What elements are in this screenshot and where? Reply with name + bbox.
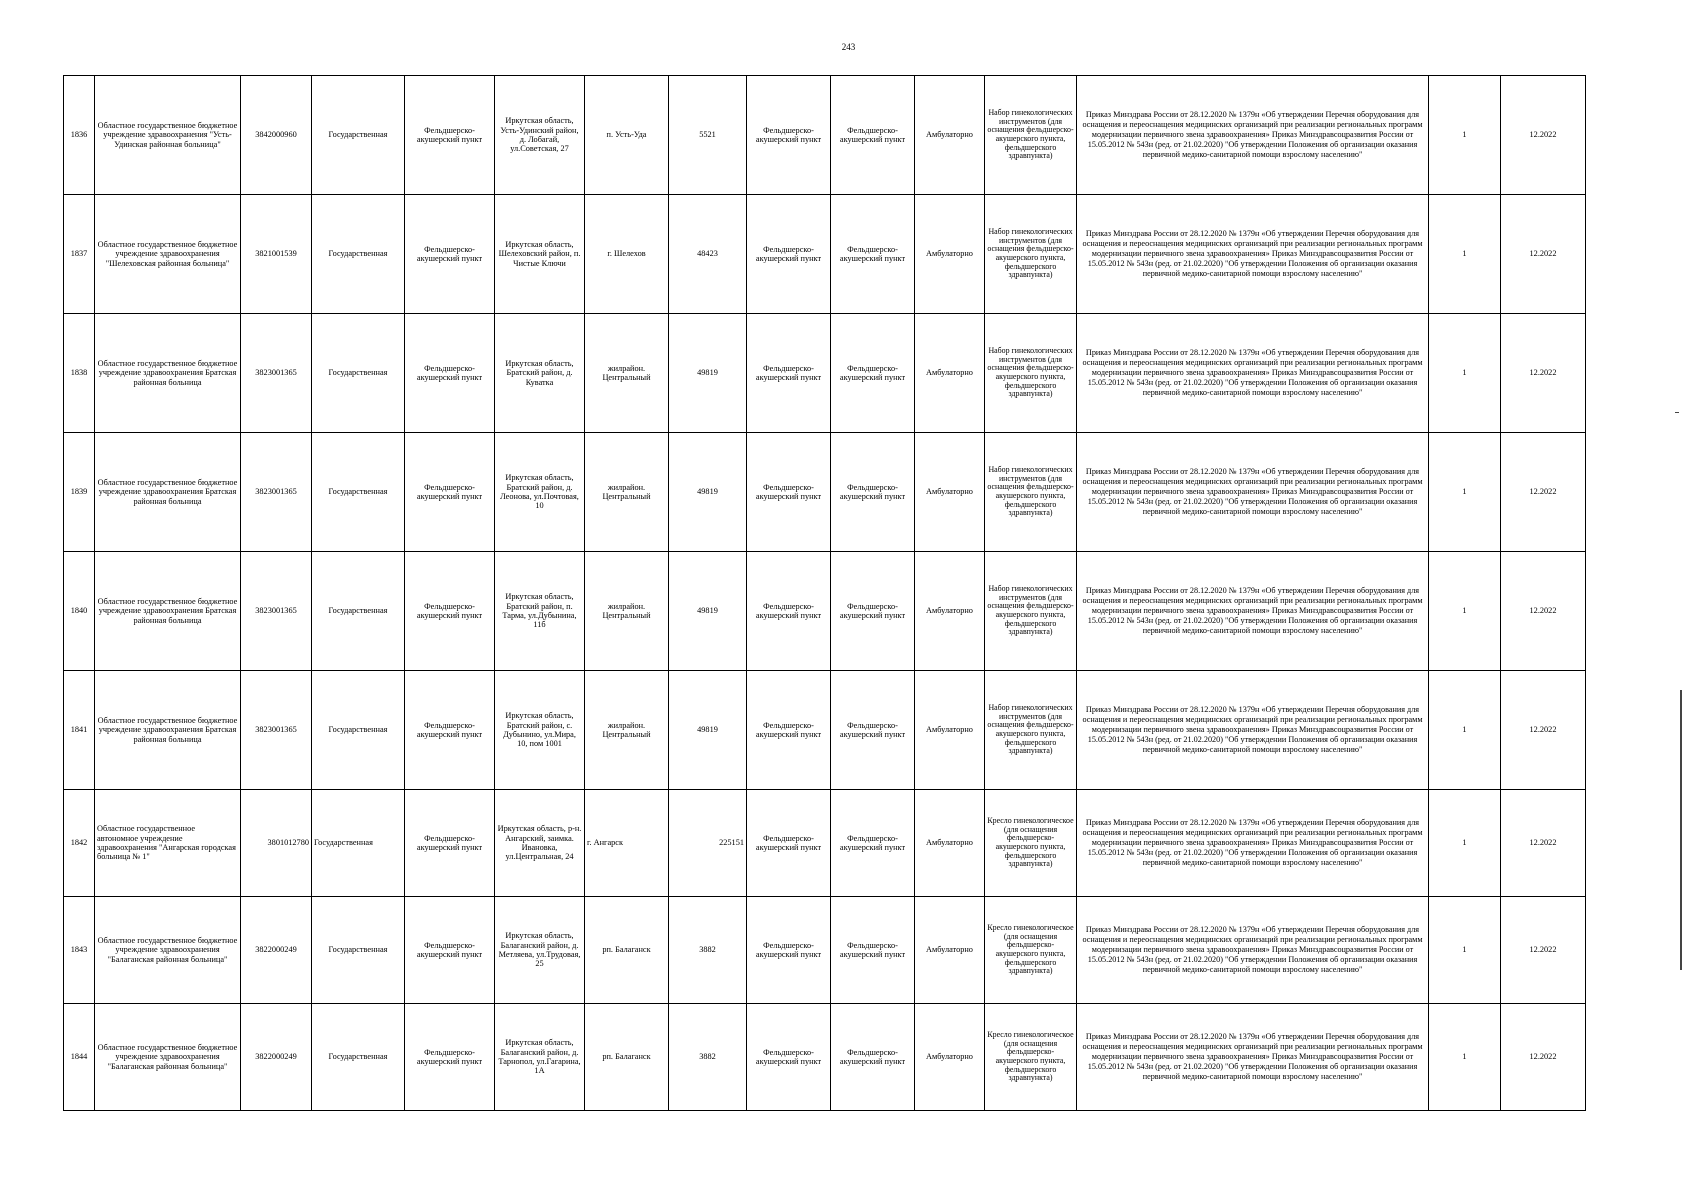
table-row <box>64 314 1586 433</box>
care-conditions-cell: Амбулаторно <box>915 1004 985 1111</box>
page-number: 243 <box>841 42 856 52</box>
organization-cell: Областное государственное бюджетное учреждение здравоохранения Братская районная больница <box>95 433 241 552</box>
population-cell: 48423 <box>669 195 747 314</box>
settlement-cell: рп. Балаганск <box>585 897 669 1004</box>
population-cell: 49819 <box>669 671 747 790</box>
care-conditions-cell: Амбулаторно <box>915 76 985 195</box>
unit-cell: Фельдшерско-акушерский пункт <box>747 1004 831 1111</box>
ownership-cell: Государственная <box>312 897 405 1004</box>
deadline-cell: 12.2022 <box>1501 433 1586 552</box>
address-cell: Иркутская область, Усть-Удинский район, д. Лобагай, ул.Советская, 27 <box>495 76 585 195</box>
equipment-register-table <box>63 75 1586 1111</box>
row-number-cell: 1837 <box>64 195 95 314</box>
inn-cell: 3823001365 <box>241 433 312 552</box>
legal-basis-cell: Приказ Минздрава России от 28.12.2020 № 1379н «Об утверждении Перечня оборудования для оснащения и переоснащения медицинских организаций при реализации региональных программ модернизации первичного звена здравоохранения» Приказ Минздравсоцразвития России от 15.05.2012 № 543н (ред. от 21.02.2020) "Об утверждении Положения об организации оказания первичной медико-санитарной помощи взрослому населению" <box>1077 195 1429 314</box>
legal-basis-cell: Приказ Минздрава России от 28.12.2020 № 1379н «Об утверждении Перечня оборудования для оснащения и переоснащения медицинских организаций при реализации региональных программ модернизации первичного звена здравоохранения» Приказ Минздравсоцразвития России от 15.05.2012 № 543н (ред. от 21.02.2020) "Об утверждении Положения об организации оказания первичной медико-санитарной помощи взрослому населению" <box>1077 671 1429 790</box>
table-row <box>64 1004 1586 1111</box>
settlement-cell: г. Шелехов <box>585 195 669 314</box>
organization-cell: Областное государственное бюджетное учреждение здравоохранения Братская районная больница <box>95 671 241 790</box>
inn-cell: 3823001365 <box>241 552 312 671</box>
quantity-cell: 1 <box>1429 76 1501 195</box>
unit-cell: Фельдшерско-акушерский пункт <box>747 195 831 314</box>
care-conditions-cell: Амбулаторно <box>915 314 985 433</box>
subunit-cell: Фельдшерско-акушерский пункт <box>831 433 915 552</box>
subunit-cell: Фельдшерско-акушерский пункт <box>831 671 915 790</box>
inn-cell: 3801012780 <box>241 790 312 897</box>
population-cell: 5521 <box>669 76 747 195</box>
legal-basis-cell: Приказ Минздрава России от 28.12.2020 № 1379н «Об утверждении Перечня оборудования для оснащения и переоснащения медицинских организаций при реализации региональных программ модернизации первичного звена здравоохранения» Приказ Минздравсоцразвития России от 15.05.2012 № 543н (ред. от 21.02.2020) "Об утверждении Положения об организации оказания первичной медико-санитарной помощи взрослому населению" <box>1077 433 1429 552</box>
legal-basis-cell: Приказ Минздрава России от 28.12.2020 № 1379н «Об утверждении Перечня оборудования для оснащения и переоснащения медицинских организаций при реализации региональных программ модернизации первичного звена здравоохранения» Приказ Минздравсоцразвития России от 15.05.2012 № 543н (ред. от 21.02.2020) "Об утверждении Положения об организации оказания первичной медико-санитарной помощи взрослому населению" <box>1077 790 1429 897</box>
settlement-cell: п. Усть-Уда <box>585 76 669 195</box>
row-number-cell: 1843 <box>64 897 95 1004</box>
deadline-cell: 12.2022 <box>1501 552 1586 671</box>
table-row <box>64 671 1586 790</box>
settlement-cell: жилрайон. Центральный <box>585 433 669 552</box>
address-cell: Иркутская область, Братский район, с. Дубынино, ул.Мира, 10, пом 1001 <box>495 671 585 790</box>
care-conditions-cell: Амбулаторно <box>915 552 985 671</box>
ownership-cell: Государственная <box>312 671 405 790</box>
deadline-cell: 12.2022 <box>1501 76 1586 195</box>
facility-type-cell: Фельдшерско-акушерский пункт <box>405 314 495 433</box>
row-number-cell: 1841 <box>64 671 95 790</box>
legal-basis-cell: Приказ Минздрава России от 28.12.2020 № 1379н «Об утверждении Перечня оборудования для оснащения и переоснащения медицинских организаций при реализации региональных программ модернизации первичного звена здравоохранения» Приказ Минздравсоцразвития России от 15.05.2012 № 543н (ред. от 21.02.2020) "Об утверждении Положения об организации оказания первичной медико-санитарной помощи взрослому населению" <box>1077 76 1429 195</box>
inn-cell: 3842000960 <box>241 76 312 195</box>
quantity-cell: 1 <box>1429 552 1501 671</box>
inn-cell: 3822000249 <box>241 1004 312 1111</box>
equipment-cell: Набор гинекологических инструментов (для оснащения фельдшерско-акушерского пункта, фельдшерского здравпункта) <box>985 433 1077 552</box>
subunit-cell: Фельдшерско-акушерский пункт <box>831 897 915 1004</box>
legal-basis-cell: Приказ Минздрава России от 28.12.2020 № 1379н «Об утверждении Перечня оборудования для оснащения и переоснащения медицинских организаций при реализации региональных программ модернизации первичного звена здравоохранения» Приказ Минздравсоцразвития России от 15.05.2012 № 543н (ред. от 21.02.2020) "Об утверждении Положения об организации оказания первичной медико-санитарной помощи взрослому населению" <box>1077 314 1429 433</box>
population-cell: 225151 <box>669 790 747 897</box>
ownership-cell: Государственная <box>312 195 405 314</box>
quantity-cell: 1 <box>1429 1004 1501 1111</box>
care-conditions-cell: Амбулаторно <box>915 671 985 790</box>
subunit-cell: Фельдшерско-акушерский пункт <box>831 790 915 897</box>
organization-cell: Областное государственное бюджетное учреждение здравоохранения "Балаганская районная больница" <box>95 897 241 1004</box>
organization-cell: Областное государственное бюджетное учреждение здравоохранения "Балаганская районная больница" <box>95 1004 241 1111</box>
equipment-cell: Кресло гинекологическое (для оснащения фельдшерско-акушерского пункта, фельдшерского здравпункта) <box>985 1004 1077 1111</box>
inn-cell: 3823001365 <box>241 314 312 433</box>
ownership-cell: Государственная <box>312 1004 405 1111</box>
quantity-cell: 1 <box>1429 897 1501 1004</box>
inn-cell: 3822000249 <box>241 897 312 1004</box>
facility-type-cell: Фельдшерско-акушерский пункт <box>405 897 495 1004</box>
table-row <box>64 433 1586 552</box>
population-cell: 49819 <box>669 552 747 671</box>
legal-basis-cell: Приказ Минздрава России от 28.12.2020 № 1379н «Об утверждении Перечня оборудования для оснащения и переоснащения медицинских организаций при реализации региональных программ модернизации первичного звена здравоохранения» Приказ Минздравсоцразвития России от 15.05.2012 № 543н (ред. от 21.02.2020) "Об утверждении Положения об организации оказания первичной медико-санитарной помощи взрослому населению" <box>1077 552 1429 671</box>
quantity-cell: 1 <box>1429 195 1501 314</box>
unit-cell: Фельдшерско-акушерский пункт <box>747 433 831 552</box>
row-number-cell: 1840 <box>64 552 95 671</box>
population-cell: 49819 <box>669 314 747 433</box>
deadline-cell: 12.2022 <box>1501 671 1586 790</box>
population-cell: 3882 <box>669 897 747 1004</box>
population-cell: 49819 <box>669 433 747 552</box>
table-row <box>64 897 1586 1004</box>
quantity-cell: 1 <box>1429 671 1501 790</box>
unit-cell: Фельдшерско-акушерский пункт <box>747 790 831 897</box>
facility-type-cell: Фельдшерско-акушерский пункт <box>405 433 495 552</box>
row-number-cell: 1836 <box>64 76 95 195</box>
facility-type-cell: Фельдшерско-акушерский пункт <box>405 1004 495 1111</box>
ownership-cell: Государственная <box>312 314 405 433</box>
ownership-cell: Государственная <box>312 790 405 897</box>
unit-cell: Фельдшерско-акушерский пункт <box>747 314 831 433</box>
quantity-cell: 1 <box>1429 790 1501 897</box>
quantity-cell: 1 <box>1429 433 1501 552</box>
ownership-cell: Государственная <box>312 76 405 195</box>
organization-cell: Областное государственное бюджетное учреждение здравоохранения Братская районная больница <box>95 552 241 671</box>
population-cell: 3882 <box>669 1004 747 1111</box>
subunit-cell: Фельдшерско-акушерский пункт <box>831 195 915 314</box>
row-number-cell: 1838 <box>64 314 95 433</box>
deadline-cell: 12.2022 <box>1501 790 1586 897</box>
address-cell: Иркутская область, Балаганский район, д. Метляева, ул.Трудовая, 25 <box>495 897 585 1004</box>
care-conditions-cell: Амбулаторно <box>915 897 985 1004</box>
equipment-cell: Набор гинекологических инструментов (для оснащения фельдшерско-акушерского пункта, фельдшерского здравпункта) <box>985 314 1077 433</box>
scan-mark <box>1675 412 1679 413</box>
organization-cell: Областное государственное бюджетное учреждение здравоохранения "Шелеховская районная больница" <box>95 195 241 314</box>
table-row <box>64 552 1586 671</box>
equipment-cell: Набор гинекологических инструментов (для оснащения фельдшерско-акушерского пункта, фельдшерского здравпункта) <box>985 671 1077 790</box>
facility-type-cell: Фельдшерско-акушерский пункт <box>405 195 495 314</box>
settlement-cell: г. Ангарск <box>585 790 669 897</box>
facility-type-cell: Фельдшерско-акушерский пункт <box>405 790 495 897</box>
unit-cell: Фельдшерско-акушерский пункт <box>747 897 831 1004</box>
quantity-cell: 1 <box>1429 314 1501 433</box>
facility-type-cell: Фельдшерско-акушерский пункт <box>405 671 495 790</box>
scan-mark <box>1680 690 1682 970</box>
settlement-cell: рп. Балаганск <box>585 1004 669 1111</box>
address-cell: Иркутская область, Балаганский район, д. Тарнопол, ул.Гагарина, 1А <box>495 1004 585 1111</box>
legal-basis-cell: Приказ Минздрава России от 28.12.2020 № 1379н «Об утверждении Перечня оборудования для оснащения и переоснащения медицинских организаций при реализации региональных программ модернизации первичного звена здравоохранения» Приказ Минздравсоцразвития России от 15.05.2012 № 543н (ред. от 21.02.2020) "Об утверждении Положения об организации оказания первичной медико-санитарной помощи взрослому населению" <box>1077 1004 1429 1111</box>
equipment-cell: Набор гинекологических инструментов (для оснащения фельдшерско-акушерского пункта, фельдшерского здравпункта) <box>985 552 1077 671</box>
row-number-cell: 1839 <box>64 433 95 552</box>
unit-cell: Фельдшерско-акушерский пункт <box>747 76 831 195</box>
deadline-cell: 12.2022 <box>1501 897 1586 1004</box>
ownership-cell: Государственная <box>312 433 405 552</box>
care-conditions-cell: Амбулаторно <box>915 195 985 314</box>
subunit-cell: Фельдшерско-акушерский пункт <box>831 1004 915 1111</box>
care-conditions-cell: Амбулаторно <box>915 790 985 897</box>
settlement-cell: жилрайон. Центральный <box>585 552 669 671</box>
table-row <box>64 76 1586 195</box>
address-cell: Иркутская область, Братский район, п. Тарма, ул.Дубынина, 11б <box>495 552 585 671</box>
equipment-cell: Кресло гинекологическое (для оснащения фельдшерско-акушерского пункта, фельдшерского здравпункта) <box>985 897 1077 1004</box>
equipment-cell: Кресло гинекологическое (для оснащения фельдшерско-акушерского пункта, фельдшерского здравпункта) <box>985 790 1077 897</box>
inn-cell: 3823001365 <box>241 671 312 790</box>
address-cell: Иркутская область, р-н. Ангарский, заимка. Ивановка, ул.Центральная, 24 <box>495 790 585 897</box>
subunit-cell: Фельдшерско-акушерский пункт <box>831 314 915 433</box>
settlement-cell: жилрайон. Центральный <box>585 671 669 790</box>
facility-type-cell: Фельдшерско-акушерский пункт <box>405 552 495 671</box>
table-body <box>64 76 1586 1111</box>
deadline-cell: 12.2022 <box>1501 314 1586 433</box>
organization-cell: Областное государственное бюджетное учреждение здравоохранения Братская районная больница <box>95 314 241 433</box>
row-number-cell: 1844 <box>64 1004 95 1111</box>
row-number-cell: 1842 <box>64 790 95 897</box>
legal-basis-cell: Приказ Минздрава России от 28.12.2020 № 1379н «Об утверждении Перечня оборудования для оснащения и переоснащения медицинских организаций при реализации региональных программ модернизации первичного звена здравоохранения» Приказ Минздравсоцразвития России от 15.05.2012 № 543н (ред. от 21.02.2020) "Об утверждении Положения об организации оказания первичной медико-санитарной помощи взрослому населению" <box>1077 897 1429 1004</box>
subunit-cell: Фельдшерско-акушерский пункт <box>831 76 915 195</box>
facility-type-cell: Фельдшерско-акушерский пункт <box>405 76 495 195</box>
address-cell: Иркутская область, Шелеховский район, п. Чистые Ключи <box>495 195 585 314</box>
inn-cell: 3821001539 <box>241 195 312 314</box>
equipment-cell: Набор гинекологических инструментов (для оснащения фельдшерско-акушерского пункта, фельдшерского здравпункта) <box>985 195 1077 314</box>
address-cell: Иркутская область, Братский район, д. Куватка <box>495 314 585 433</box>
deadline-cell: 12.2022 <box>1501 1004 1586 1111</box>
organization-cell: Областное государственное бюджетное учреждение здравоохранения "Усть-Удинская районная больница" <box>95 76 241 195</box>
care-conditions-cell: Амбулаторно <box>915 433 985 552</box>
table-row <box>64 790 1586 897</box>
unit-cell: Фельдшерско-акушерский пункт <box>747 552 831 671</box>
address-cell: Иркутская область, Братский район, д. Леонова, ул.Почтовая, 10 <box>495 433 585 552</box>
equipment-cell: Набор гинекологических инструментов (для оснащения фельдшерско-акушерского пункта, фельдшерского здравпункта) <box>985 76 1077 195</box>
table-row <box>64 195 1586 314</box>
unit-cell: Фельдшерско-акушерский пункт <box>747 671 831 790</box>
subunit-cell: Фельдшерско-акушерский пункт <box>831 552 915 671</box>
organization-cell: Областное государственное автономное учреждение здравоохранения "Ангарская городская больница № 1" <box>95 790 241 897</box>
deadline-cell: 12.2022 <box>1501 195 1586 314</box>
settlement-cell: жилрайон. Центральный <box>585 314 669 433</box>
ownership-cell: Государственная <box>312 552 405 671</box>
